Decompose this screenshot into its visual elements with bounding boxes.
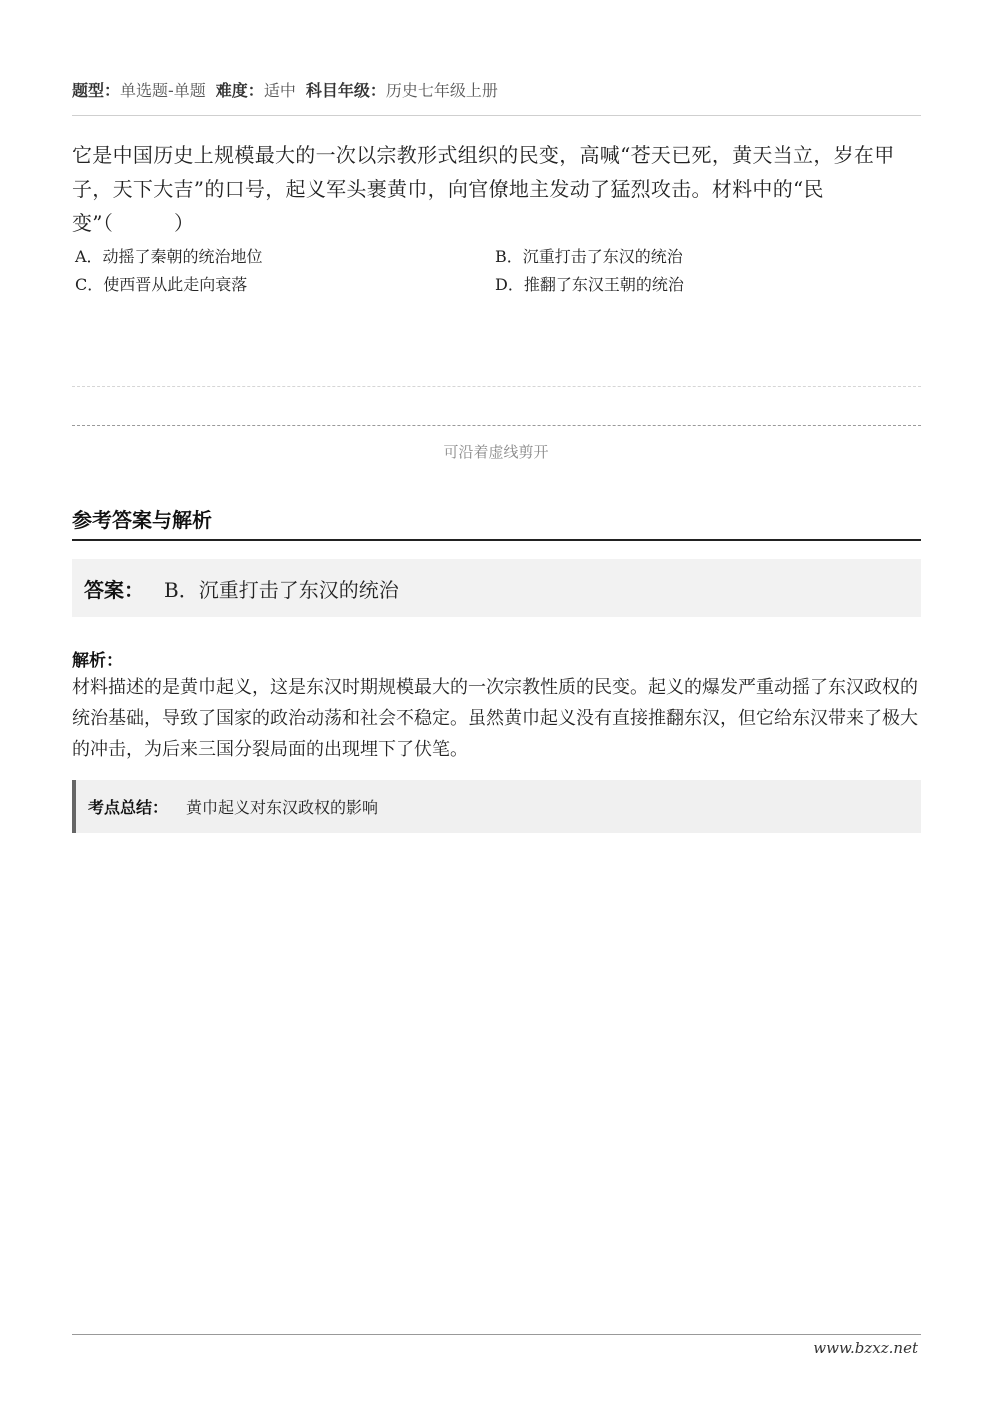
option-b: B．沉重打击了东汉的统治 bbox=[495, 247, 683, 266]
question-options bbox=[75, 243, 921, 299]
meta-divider bbox=[72, 115, 921, 116]
question-meta bbox=[72, 78, 498, 101]
difficulty-value: 适中 bbox=[263, 81, 296, 100]
analysis-text: 材料描述的是黄巾起义，这是东汉时期规模最大的一次宗教性质的民变。起义的爆发严重动摇了东汉政权的统治基础，导致了国家的政治动荡和社会不稳定。虽然黄巾起义没有直接推翻东汉，但它给东汉带来了极大的冲击，为后来三国分裂局面的出现埋下了伏笔。 bbox=[72, 677, 918, 760]
options-row-2 bbox=[75, 271, 921, 299]
question-stem: 它是中国历史上规模最大的一次以宗教形式组织的民变，高喊“苍天已死，黄天当立，岁在甲子，天下大吉”的口号，起义军头裹黄巾，向官僚地主发动了猛烈攻击。材料中的“民变”（ ） bbox=[72, 143, 895, 235]
analysis-label: 解析： bbox=[72, 651, 123, 671]
answer-label: 答案： bbox=[84, 577, 144, 602]
cut-dashed-line bbox=[72, 425, 921, 426]
option-a: A．动摇了秦朝的统治地位 bbox=[75, 247, 263, 266]
options-row-1 bbox=[75, 243, 921, 271]
type-label: 题型： bbox=[72, 81, 121, 100]
summary-label: 考点总结： bbox=[88, 798, 169, 817]
summary-box bbox=[72, 780, 921, 833]
summary-value: 黄巾起义对东汉政权的影响 bbox=[186, 798, 379, 817]
answer-section-divider bbox=[72, 539, 921, 541]
difficulty-label: 难度： bbox=[215, 81, 264, 100]
footer-divider bbox=[72, 1334, 921, 1335]
option-d: D．推翻了东汉王朝的统治 bbox=[495, 275, 684, 294]
footer-url: www.bzxz.net bbox=[813, 1339, 918, 1357]
subject-label: 科目年级： bbox=[305, 81, 386, 100]
answer-value: B．沉重打击了东汉的统治 bbox=[164, 577, 399, 602]
type-value: 单选题-单题 bbox=[120, 81, 206, 100]
subject-value: 历史七年级上册 bbox=[385, 81, 498, 100]
answer-space-dashed-line bbox=[72, 386, 921, 387]
cut-hint: 可沿着虚线剪开 bbox=[443, 443, 549, 461]
answer-box bbox=[72, 559, 921, 617]
answer-section-title: 参考答案与解析 bbox=[72, 508, 212, 532]
option-c: C．使西晋从此走向衰落 bbox=[75, 275, 248, 294]
